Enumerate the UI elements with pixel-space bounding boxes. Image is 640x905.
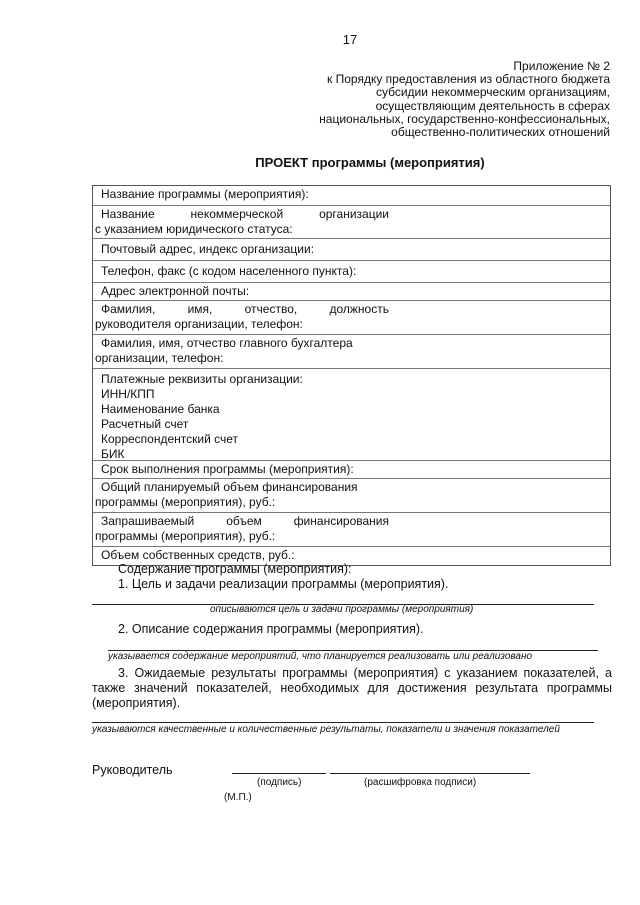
form-row-phone: Телефон, факс (с кодом населенного пункта): <box>93 261 610 283</box>
form-row-program-name: Название программы (мероприятия): <box>93 186 610 206</box>
signature-caption: (подпись) <box>257 777 302 788</box>
payment-item: БИК <box>101 447 125 461</box>
appendix-header <box>319 60 610 139</box>
decoding-caption: (расшифровка подписи) <box>364 777 477 788</box>
decoding-line[interactable] <box>330 773 530 774</box>
content-item-2: 2. Описание содержания программы (мероприятия). <box>118 622 424 636</box>
form-row-payment: Платежные реквизиты организации: ИНН/КПП Наименование банка Расчетный счет Корреспондентский счет БИК <box>93 369 610 461</box>
form-row-postal: Почтовый адрес, индекс организации: <box>93 239 610 261</box>
payment-item: Наименование банка <box>101 402 220 416</box>
content-item-1: 1. Цель и задачи реализации программы (мероприятия). <box>118 577 449 591</box>
form-row-org-name: Название некоммерческой организации с указанием юридического статуса: <box>93 206 610 239</box>
content-item-3: 3. Ожидаемые результаты программы (мероприятия) с указанием показателей, а <box>118 666 612 680</box>
payment-item: Корреспондентский счет <box>101 432 239 446</box>
page-number: 17 <box>342 32 358 47</box>
hint-results: указываются качественные и количественные результаты, показатели и значения показателей <box>92 724 560 735</box>
document-title: ПРОЕКТ программы (мероприятия) <box>255 155 485 170</box>
content-item-3-line3: (мероприятия). <box>92 696 181 710</box>
form-row-accountant: Фамилия, имя, отчество главного бухгалтера организации, телефон: <box>93 335 610 369</box>
appendix-line: осуществляющим деятельность в сферах <box>375 98 610 113</box>
signature-line[interactable] <box>232 773 326 774</box>
payment-item: Расчетный счет <box>101 417 189 431</box>
appendix-line: Приложение № 2 <box>513 59 610 73</box>
program-form-table <box>92 185 611 566</box>
content-heading: Содержание программы (мероприятия): <box>118 562 352 576</box>
form-row-term: Срок выполнения программы (мероприятия): <box>93 461 610 479</box>
stamp-label: (М.П.) <box>224 792 252 803</box>
payment-item: ИНН/КПП <box>101 387 155 401</box>
form-row-own-funds: Объем собственных средств, руб.: <box>101 548 295 562</box>
form-row-total-funding: Общий планируемый объем финансирования программы (мероприятия), руб.: <box>93 479 610 513</box>
appendix-line: к Порядку предоставления из областного бюджета <box>327 72 610 87</box>
form-row-requested-funding: Запрашиваемый объем финансирования программы (мероприятия), руб.: <box>93 513 610 547</box>
form-row-head: Фамилия, имя, отчество, должность руководителя организации, телефон: <box>93 301 610 335</box>
appendix-line: общественно-политических отношений <box>391 125 610 140</box>
form-row-email: Адрес электронной почты: <box>93 283 610 301</box>
appendix-line: национальных, государственно-конфессиональных, <box>319 111 610 126</box>
head-label: Руководитель <box>92 763 173 777</box>
hint-description: указывается содержание мероприятий, что планируется реализовать или реализовано <box>108 651 533 662</box>
hint-goals: описываются цель и задачи программы (мероприятия) <box>210 604 474 615</box>
content-item-3-line2: также значений показателей, необходимых для достижения результата программы <box>92 681 612 695</box>
appendix-line: субсидии некоммерческим организациям, <box>375 85 610 100</box>
input-line-results[interactable] <box>92 722 594 723</box>
org-name-line1: Название некоммерческой организации <box>101 207 389 221</box>
